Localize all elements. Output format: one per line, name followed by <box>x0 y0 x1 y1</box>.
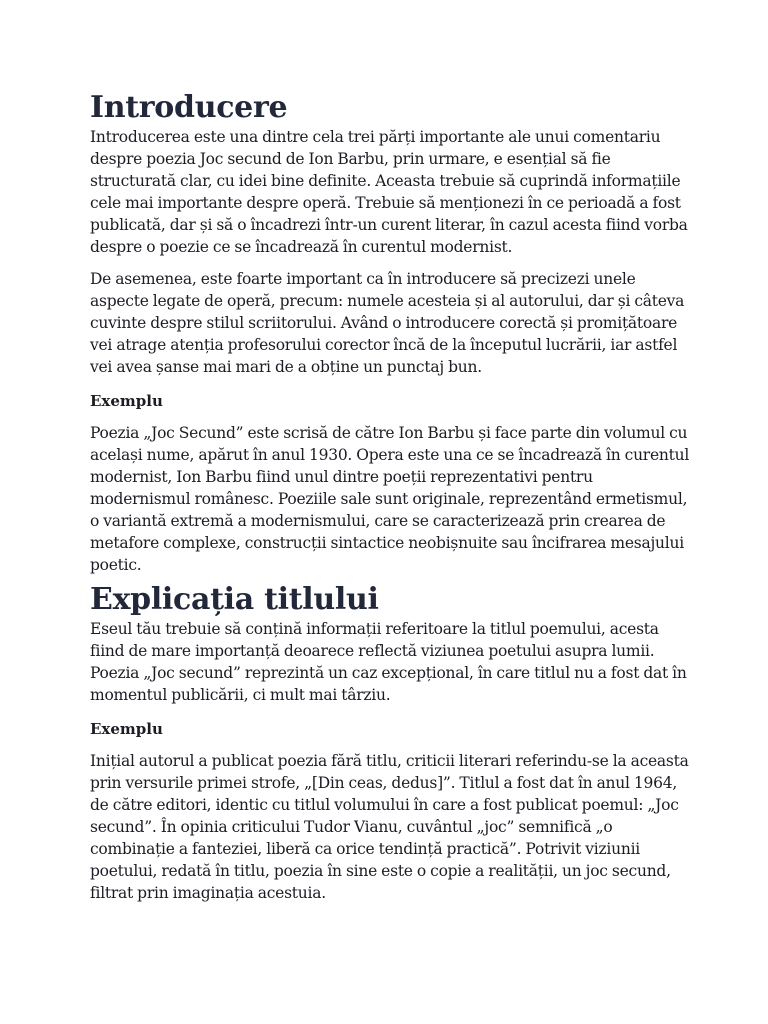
intro-paragraph-2: De asemenea, este foarte important ca în introducere să precizezi unele aspecte legate de operă, precum: numele acesteia și al autorului, dar și câteva cuvinte despre stilul scriitorului. Având o introducere corectă și promițătoare vei atrage atenția profesorului corector încă de la începutul lucrării, iar astfel vei avea șanse mai mari de a obține un punctaj bun. <box>90 270 685 376</box>
heading-explicatia-titlului: Explicația titlului <box>90 582 379 617</box>
document-page <box>90 90 690 904</box>
intro-paragraph-1: Introducerea este una dintre cela trei părți importante ale unui comentariu despre poezia Joc secund de Ion Barbu, prin urmare, e esențial să fie structurată clar, cu idei bine definite. Aceasta trebuie să cuprindă informațiile cele mai importante despre operă. Trebuie să menționezi în ce perioadă a fost publicată, dar și să o încadrezi într-un curent literar, în cazul acesta fiind vorba despre o poezie ce se încadrează în curentul modernist. <box>90 128 688 256</box>
heading-introducere: Introducere <box>90 90 288 125</box>
intro-example-text: Poezia „Joc Secund” este scrisă de către Ion Barbu și face parte din volumul cu același nume, apărut în anul 1930. Opera este una ce se încadrează în curentul modernist, Ion Barbu fiind unul dintre poeții reprezentativi pentru modernismul românesc. Poeziile sale sunt originale, reprezentând ermetismul, o variantă extremă a modernismului, care se caracterizează prin crearea de metafore complexe, construcții sintactice neobișnuite sau încifrarea mesajului poetic. <box>90 424 690 574</box>
title-example-text: Inițial autorul a publicat poezia fără titlu, criticii literari referindu-se la aceasta prin versurile primei strofe, „[Din ceas, dedus]”. Titlul a fost dat în anul 1964, de către editori, identic cu titlul volumului în care a fost publicat poemul: „Joc secund”. În opinia criticului Tudor Vianu, cuvântul „joc” semnifică „o combinație a fanteziei, liberă ca orice tendință practică”. Potrivit viziunii poetului, redată în titlu, poezia în sine este o copie a realității, un joc secund, filtrat prin imaginația acestuia. <box>90 752 689 902</box>
title-example-label: Exemplu <box>90 720 163 738</box>
title-paragraph-1: Eseul tău trebuie să conțină informații referitoare la titlul poemului, acesta fiind de mare importanță deoarece reflectă viziunea poetului asupra lumii. Poezia „Joc secund” reprezintă un caz excepțional, în care titlul nu a fost dat în momentul publicării, ci mult mai târziu. <box>90 620 687 704</box>
intro-example-label: Exemplu <box>90 392 163 410</box>
